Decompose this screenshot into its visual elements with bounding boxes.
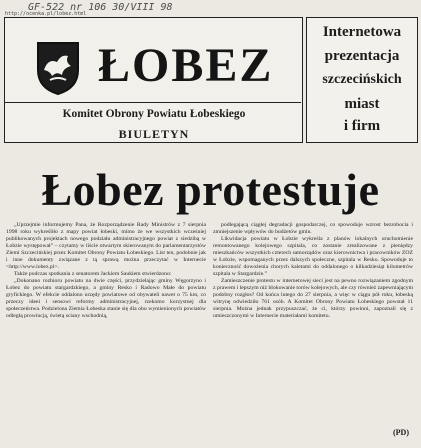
committee-name: Komitet Obrony Powiatu Łobeskiego	[62, 108, 246, 120]
paragraph: „Uprzejmie informujemy Pana, że Rozporządzenie Rady Ministrów z 7 sierpnia 1998 roku wykreśliło z mapy powiat łobeski, mimo że we wszystkich wcześniej publikowanych projektach nowego podziału administracyjnego powiat z siedzibą w Łobzie występował” – czytamy w liście otwartym skierowanym do parlamentarzystów Ziemi Szczecińskiej przez Komitet Obrony Powiatu Łobeskiego. List ten, podobnie jak i inne dokumenty związane z tą sprawą można przeczytać w Internecie <http://www.lobez.pl>.	[6, 222, 206, 270]
bulletin-label: BIULETYN	[118, 127, 190, 141]
masthead-title: ŁOBEZ	[98, 39, 274, 92]
paragraph: „Dokonano rozbioru powiatu na dwie części, przydzielając gminy Węgorzyno i Łobez do powiatu stargardzkiego, a gminy Resko i Radowo Małe do powiatu gryfickiego. W efekcie oddalono urzędy powiatowe od obywateli nawet o 75 km, co przeczy ideei i sensowi reformy administracyjnej, rzekomo korzystnej dla społeczeństwa. Podzielona Ziemia Łobeska stanie się dla obu wymienionych powiatów odległą prowincją, świetą sciany wschodnią,	[6, 278, 206, 319]
sidebox-line-1: Internetowa	[322, 24, 402, 40]
paragraph: podlegającą ciągłej degradacji gospodarczej, co spowoduje wzrost bezrobocia i zmniejszenie wpływów do budżetów gmin.	[213, 222, 413, 235]
article-column-right	[213, 222, 413, 320]
paragraph: Zamieszczenie protestu w internetowej sieci jest na pewno rozwiązaniem zgodnym z prawem i lepszym niż blokowanie torów kolejowych, ale czy również zapewniającym podobny rozgłos? Od końca lutego do 27 sierpnia, a więc w ciągu pół roku, łobeską witrynę odwiedziło 761 osób. A Komitet Obrony Powiatu Łobeskiego powstał 11 sierpnia. Można jednak przypuszczać, że ci, którzy powinni, zapoznali się z umieszczonymi w Internecie materiałami komitetu.	[213, 278, 413, 319]
sidebox-line-4: miast	[344, 96, 380, 112]
sidebox-line-3: szczecińskich	[322, 72, 402, 87]
masthead	[4, 17, 303, 143]
article-headline: Łobez protestuje	[41, 164, 380, 215]
sidebox-line-2: prezentacja	[324, 48, 400, 64]
author-signature: (PD)	[393, 428, 409, 437]
article-column-left	[6, 222, 206, 320]
paragraph: Także podczas spotkania z senatorem Jackiem Saukiem stwierdzono:	[14, 271, 172, 277]
source-url: http://ocenka.pl/lobez.html	[5, 11, 87, 17]
coat-of-arms-icon	[35, 40, 81, 96]
handwritten-annotation: GF-522 nr 106 30/VIII 98	[28, 2, 173, 13]
paragraph: Likwidacja powiatu w Łobzie wykreśla z planów lokalnych uruchomienie remontowanego kolejowego szpitala, co zostanie zrealizowane z pieniędzy mieszkańców wszystkich czterech samorządów oraz kierownictwa i pracowników ZOZ w Łobzie, wspomaganych przez dalszych społeczne, szpitala w Resku. Spowoduje to konieczność dowożenia chorych kaletami do oddalonego o kilkadziesiąt kilometrów szpitala w Stargardzie.”	[213, 236, 413, 277]
internet-presentation-box	[306, 17, 418, 143]
sidebox-line-5: i firm	[343, 118, 381, 134]
